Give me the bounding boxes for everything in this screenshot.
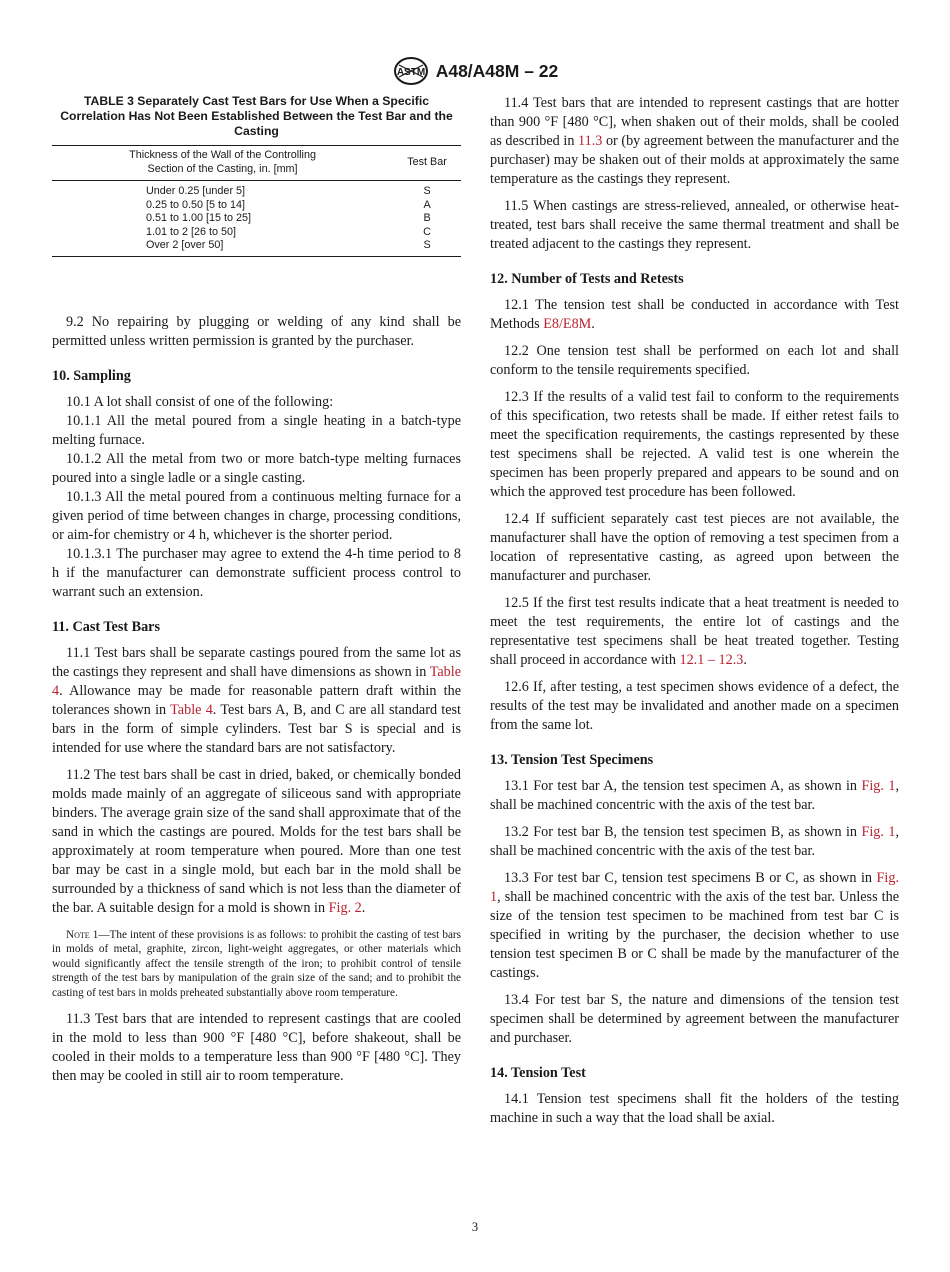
paragraph-11-5: 11.5 When castings are stress-relieved, annealed, or otherwise heat-treated, test bars shall receive the same thermal treatment and shall be treated adjacent to the castings they represent. — [490, 198, 899, 252]
table-4-link[interactable]: Table 4 — [52, 663, 461, 699]
fig-1-link[interactable]: Fig. 1 — [490, 870, 899, 905]
paragraph-13-4: 13.4 For test bar S, the nature and dimensions of the tension test specimen shall be determined by agreement between the manufacturer and purchaser. — [490, 992, 899, 1046]
paragraph-10-1: 10.1 A lot shall consist of one of the following: — [66, 393, 334, 410]
paragraph-9-2: 9.2 No repairing by plugging or welding of any kind shall be permitted unless written permission is granted by the purchaser. — [52, 313, 461, 349]
note-label: Note 1 — [66, 928, 99, 941]
paragraph-10-1-1: 10.1.1 All the metal poured from a single heating in a batch-type melting furnace. — [52, 412, 461, 448]
table-row: 0.51 to 1.00 [15 to 25] B — [146, 212, 431, 224]
fig-2-link[interactable]: Fig. 2 — [328, 899, 362, 916]
table-row: Over 2 [over 50] S — [52, 239, 461, 256]
paragraph-11-2: 11.2 The test bars shall be cast in dried, baked, or chemically bonded molds made mainly of an aggregate of siliceous sand with appropriate binders. The average grain size of the sand shall approximate that of the sand in which the castings are poured. Molds for the test bars shall be approximately at room temperature when poured. More than one test bar may be cast in a single mold, but each bar in the mold shall be surrounded by a thickness of sand which is not less than the diameter of the bar. A suitable design for a mold is shown in Fig. 2. — [52, 766, 461, 916]
fig-1-link[interactable]: Fig. 1 — [861, 824, 896, 840]
col-thickness-header: Thickness of the Wall of the Controlling Section of the Casting, in. [mm] — [52, 146, 393, 181]
col-test-bar-header: Test Bar — [393, 146, 461, 181]
paragraph-10-1-3: 10.1.3 All the metal poured from a continuous melting furnace for a given period of time between changes in charge, processing conditions, or aim-for chemistry or 4 h, whichever is the shorter period. — [52, 488, 461, 543]
paragraph-14-1: 14.1 Tension test specimens shall fit the holders of the testing machine in such a way that the load shall be axial. — [490, 1091, 899, 1126]
e8-e8m-link[interactable]: E8/E8M — [543, 316, 592, 332]
section-13-heading: 13. Tension Test Specimens — [490, 752, 654, 768]
paragraph-12-3: 12.3 If the results of a valid test fail to conform to the requirements of this specification, two retests shall be made. If either retest fails to meet the specification requirements, the castings represented by these test specimens shall be rejected. A valid test is one wherein the specimen has been properly prepared and appears to be sound and on which the approved test procedure has been followed. — [490, 389, 899, 500]
page-header — [0, 56, 950, 86]
paragraph-13-2: 13.2 For test bar B, the tension test specimen B, as shown in Fig. 1, shall be machined concentric with the axis of the test bar. — [490, 824, 899, 859]
paragraph-12-1: 12.1 The tension test shall be conducted in accordance with Test Methods E8/E8M. — [490, 297, 899, 332]
paragraph-12-2: 12.2 One tension test shall be performed on each lot and shall conform to the tensile requirements specified. — [490, 343, 899, 378]
paragraph-11-4: 11.4 Test bars that are intended to represent castings that are hotter than 900 °F [480 °C], when shaken out of their molds, shall be cooled as described in 11.3 or (by agreement between the manufacturer and the purchaser) may be shaken out of their molds at approximately the same temperature as the castings they represent. — [490, 95, 899, 187]
right-column — [490, 94, 899, 1136]
paragraph-10-1-3-1: 10.1.3.1 The purchaser may agree to extend the 4-h time period to 8 h if the manufacturer can demonstrate sufficient process control to warrant such an extension. — [52, 545, 461, 600]
table-header-row — [52, 146, 461, 181]
paragraph-12-4: 12.4 If sufficient separately cast test pieces are not available, the manufacturer shall have the option of removing a test specimen from a location of representative casting, as agreed upon between the manufacturer and purchaser. — [490, 511, 899, 584]
table-3 — [52, 145, 461, 257]
section-14-heading: 14. Tension Test — [490, 1065, 586, 1081]
page-number: 3 — [471, 1220, 479, 1234]
paragraph-11-1: 11.1 Test bars shall be separate castings poured from the same lot as the castings they represent and shall have dimensions as shown in Table 4. Allowance may be made for reasonable pattern draft within the tolerances shown in Table 4. Test bars A, B, and C are all standard test bars in the form of simple cylinders. Test bar S is special and is intended for use where the standard bars are not satisfactory. — [52, 644, 462, 756]
table-row: 0.25 to 0.50 [5 to 14] A — [146, 198, 431, 211]
table-3-caption: TABLE 3 Separately Cast Test Bars for Use When a Specific Correlation Has Not Been Established Between the Test Bar and the Casting — [60, 94, 453, 138]
paragraph-10-1-2: 10.1.2 All the metal from two or more batch-type melting furnaces poured into a single ladle or a single casting. — [52, 450, 461, 486]
section-12-1-12-3-link[interactable]: 12.1 – 12.3 — [679, 652, 744, 668]
paragraph-13-3: 13.3 For test bar C, tension test specimens B or C, as shown in Fig. 1, shall be machined concentric with the axis of the test bar. Unless the size of the tension test specimen to be machined from test bar C is specified in writing by the purchaser, the decision whether to use tension test specimen B or C shall be made by the manufacturer of the castings. — [490, 870, 899, 981]
left-column — [52, 94, 461, 1094]
svg-text:ASTM: ASTM — [396, 67, 425, 78]
document-designation: A48/A48M – 22 — [435, 60, 559, 81]
paragraph-11-3: 11.3 Test bars that are intended to represent castings that are cooled in the mold to less than 900 °F [480 °C], before shakeout, shall be cooled in their molds to a temperature less than 900 °F [480 °C]. They then may be cooled in still air to room temperature. — [52, 1011, 461, 1084]
section-11-heading: 11. Cast Test Bars — [52, 618, 160, 635]
table-row: 1.01 to 2 [26 to 50] C — [146, 225, 431, 238]
paragraph-12-6: 12.6 If, after testing, a test specimen shows evidence of a defect, the results of the test may be invalidated and another made on a specimen from the same lot. — [490, 679, 899, 733]
note-1: Note 1—The intent of these provisions is as follows: to prohibit the casting of test bars in molds of metal, graphite, zircon, light-weight aggregates, or other materials which would significantly affect the tensile strength of the iron; to prohibit control of tensile strength of the test bars by manipulation of the grain size of the sand; and to prohibit the casting of test bars in molds preheated substantially above room temperature. — [52, 928, 461, 999]
paragraph-12-5: 12.5 If the first test results indicate that a heat treatment is needed to meet the test requirements, the entire lot of castings and the representative test specimens shall be heat treated together. Testing shall proceed in accordance with 12.1 – 12.3. — [490, 595, 899, 668]
table-row: Under 0.25 [under 5] S — [146, 185, 431, 197]
table-4-link[interactable]: Table 4 — [170, 701, 213, 718]
astm-logo-icon — [392, 56, 430, 86]
paragraph-13-1: 13.1 For test bar A, the tension test specimen A, as shown in Fig. 1, shall be machined concentric with the axis of the test bar. — [490, 778, 899, 813]
section-10-heading: 10. Sampling — [52, 367, 131, 384]
section-12-heading: 12. Number of Tests and Retests — [490, 271, 684, 287]
section-11-3-link[interactable]: 11.3 — [578, 133, 603, 149]
fig-1-link[interactable]: Fig. 1 — [861, 778, 896, 794]
